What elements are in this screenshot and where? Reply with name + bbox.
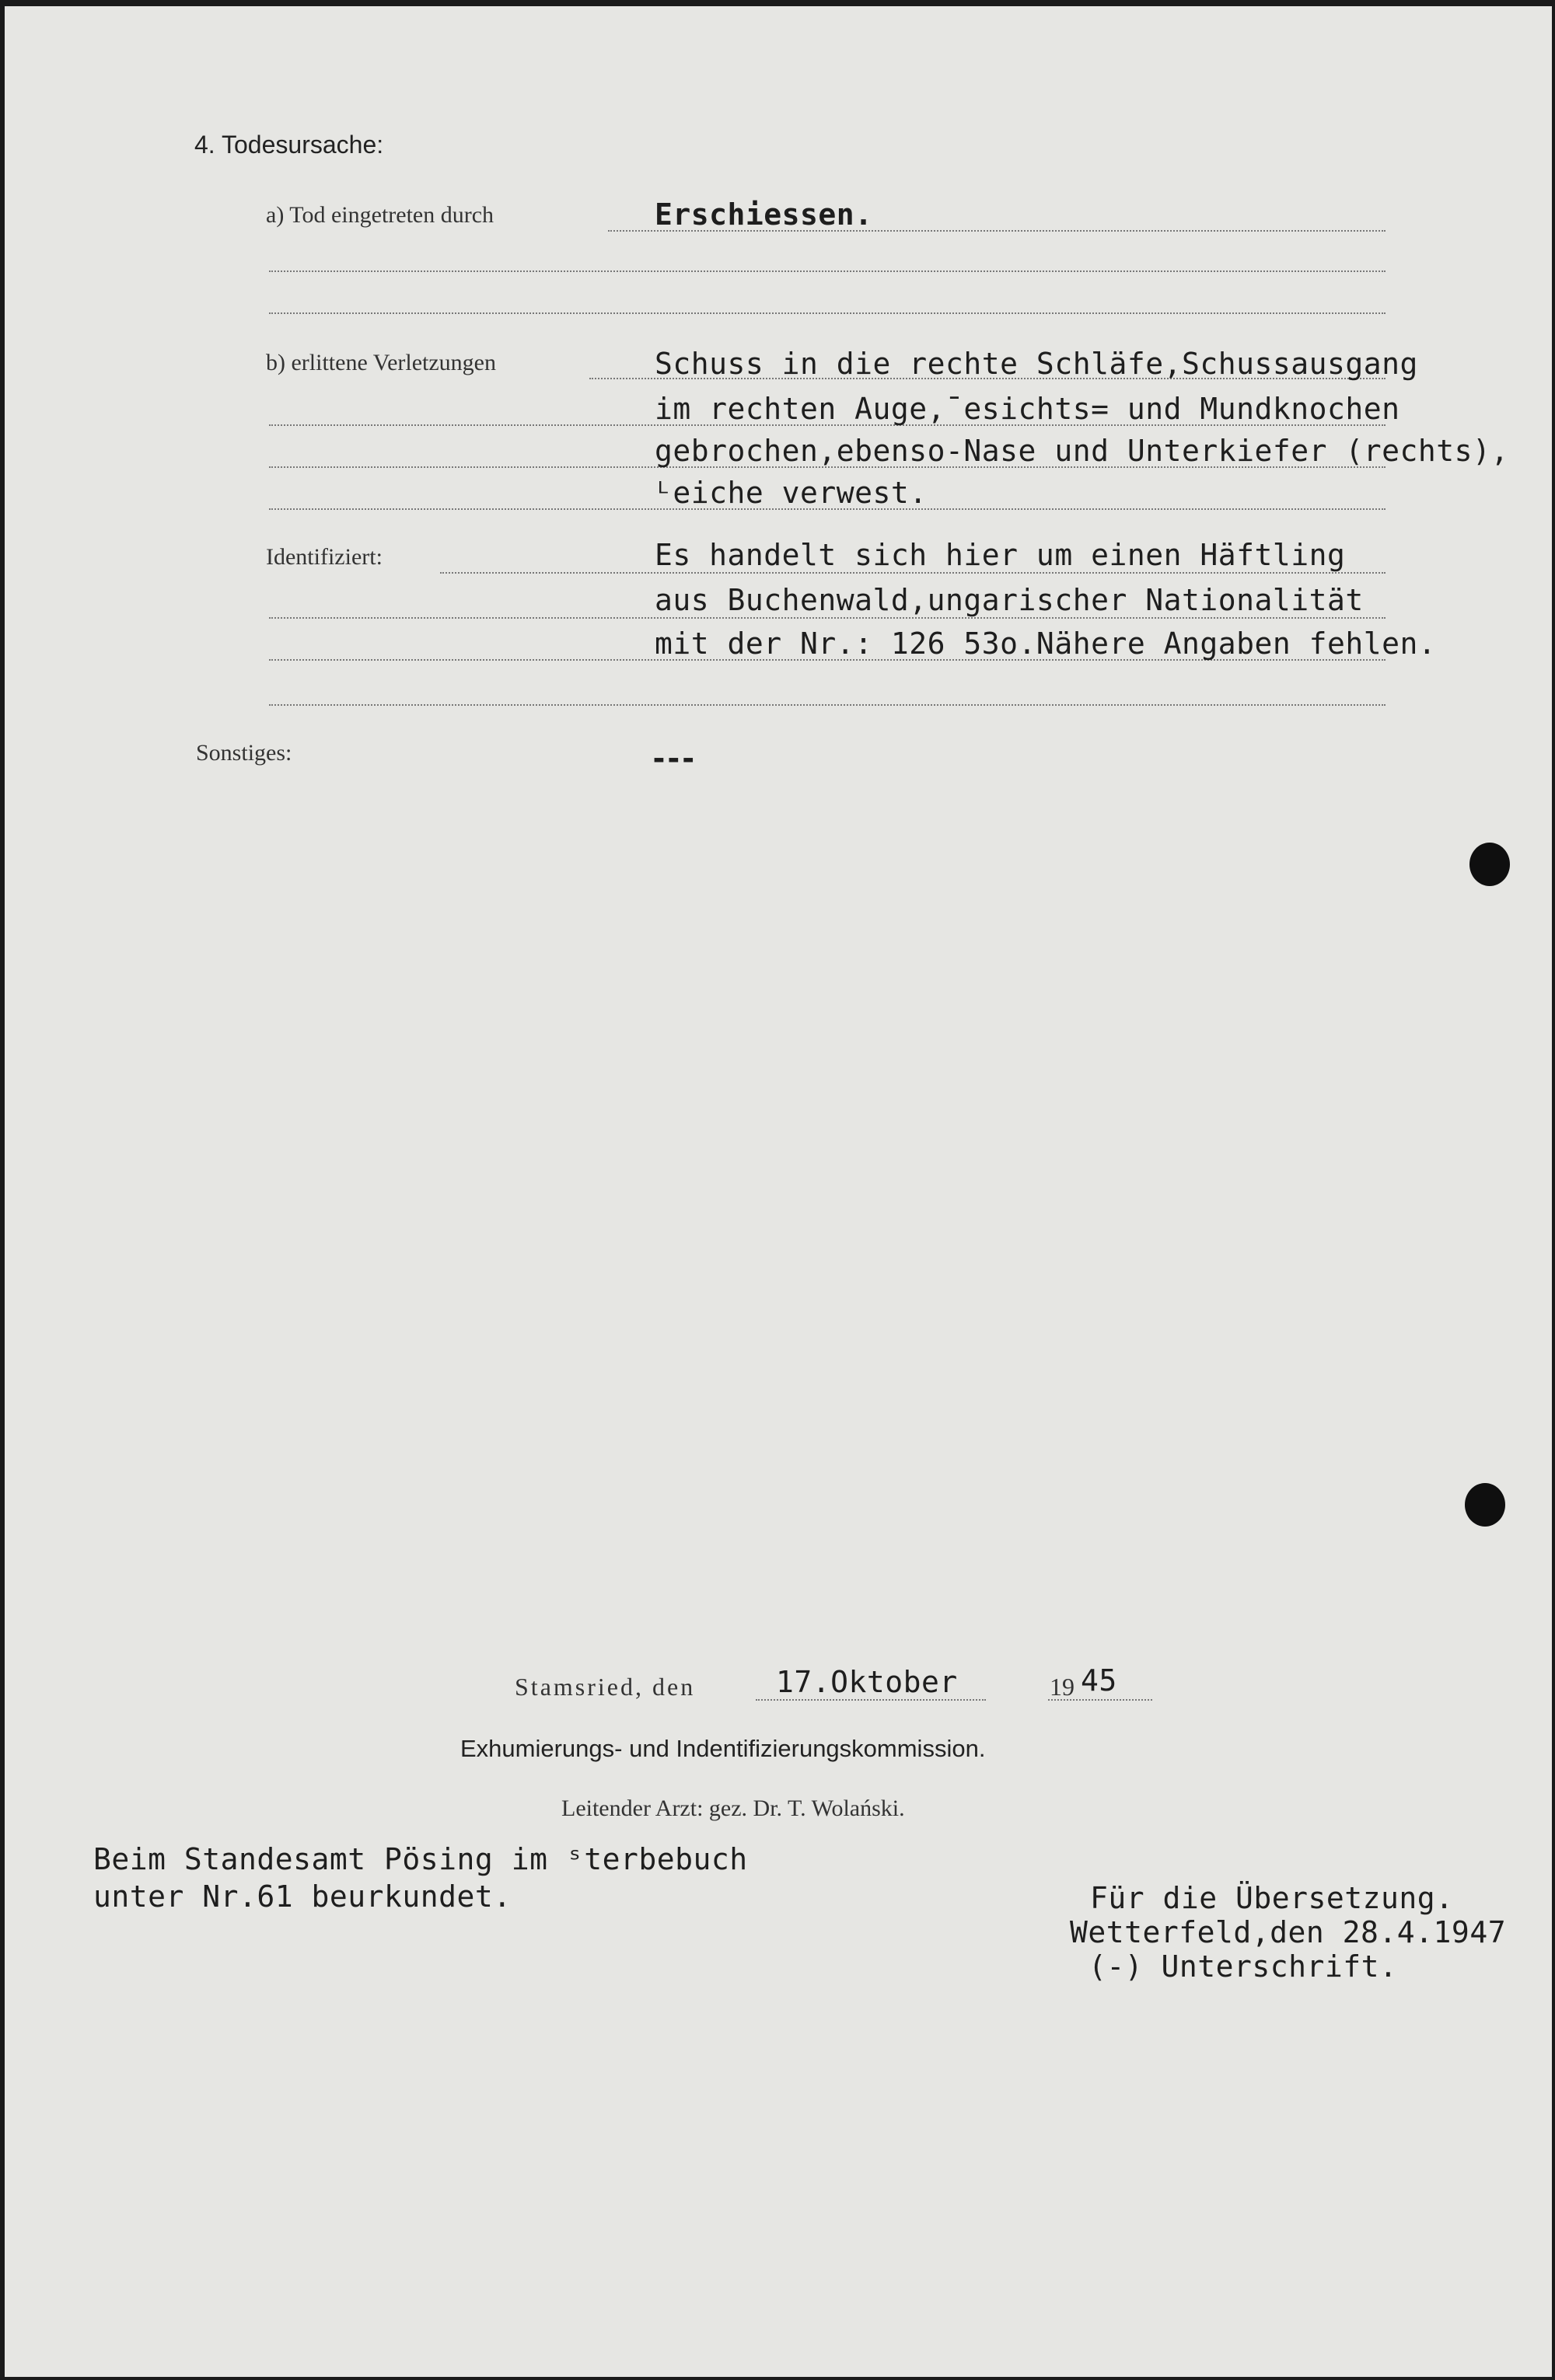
translation-note-line-3: (-) Unterschrift. bbox=[1088, 1949, 1398, 1984]
dotted-line bbox=[440, 572, 1386, 574]
translation-note-line-1: Für die Übersetzung. bbox=[1090, 1881, 1454, 1915]
typed-year: 45 bbox=[1081, 1663, 1117, 1698]
dotted-line bbox=[269, 270, 1386, 272]
label-cause-of-death: a) Tod eingetreten durch bbox=[266, 202, 494, 228]
punch-hole-icon bbox=[1465, 1483, 1505, 1527]
document-page bbox=[5, 6, 1552, 2377]
typed-injury-line-2: im rechten Auge,ˉesichts= und Mundknochen bbox=[655, 392, 1400, 426]
typed-identified-line-1: Es handelt sich hier um einen Häftling bbox=[655, 538, 1346, 572]
dotted-line bbox=[756, 1699, 986, 1701]
doctor-signature-line: Leitender Arzt: gez. Dr. T. Wolański. bbox=[561, 1795, 905, 1821]
typed-other: --- bbox=[650, 742, 694, 776]
label-injuries: b) erlittene Verletzungen bbox=[266, 350, 496, 375]
typed-injury-line-4: ᴸeiche verwest. bbox=[655, 476, 928, 510]
typed-identified-line-2: aus Buchenwald,ungarischer Nationalität bbox=[655, 583, 1364, 617]
dotted-line bbox=[269, 312, 1386, 314]
place-label: Stamsried, den bbox=[515, 1673, 696, 1701]
punch-hole-icon bbox=[1469, 843, 1510, 886]
dotted-line bbox=[269, 617, 1386, 619]
typed-injury-line-1: Schuss in die rechte Schläfe,Schussausgang bbox=[655, 347, 1418, 381]
registry-note-line-1: Beim Standesamt Pösing im ˢterbebuch bbox=[93, 1842, 748, 1876]
dotted-line bbox=[269, 704, 1386, 706]
registry-note-line-2: unter Nr.61 beurkundet. bbox=[93, 1879, 512, 1914]
typed-injury-line-3: gebrochen,ebenso-Nase und Unterkiefer (rechts), bbox=[655, 434, 1509, 468]
typed-date: 17.Oktober bbox=[776, 1665, 958, 1699]
section-title: 4. Todesursache: bbox=[194, 131, 384, 159]
label-identified: Identifiziert: bbox=[266, 544, 383, 570]
dotted-line bbox=[1048, 1699, 1152, 1701]
translation-note-line-2: Wetterfeld,den 28.4.1947 bbox=[1070, 1915, 1507, 1949]
typed-cause: Erschiessen. bbox=[655, 197, 873, 232]
typed-identified-line-3: mit der Nr.: 126 53o.Nähere Angaben fehlen. bbox=[655, 626, 1437, 661]
year-prefix: 19 bbox=[1050, 1673, 1075, 1701]
label-other: Sonstiges: bbox=[196, 740, 292, 766]
commission-title: Exhumierungs- und Indentifizierungskommission. bbox=[460, 1735, 986, 1762]
